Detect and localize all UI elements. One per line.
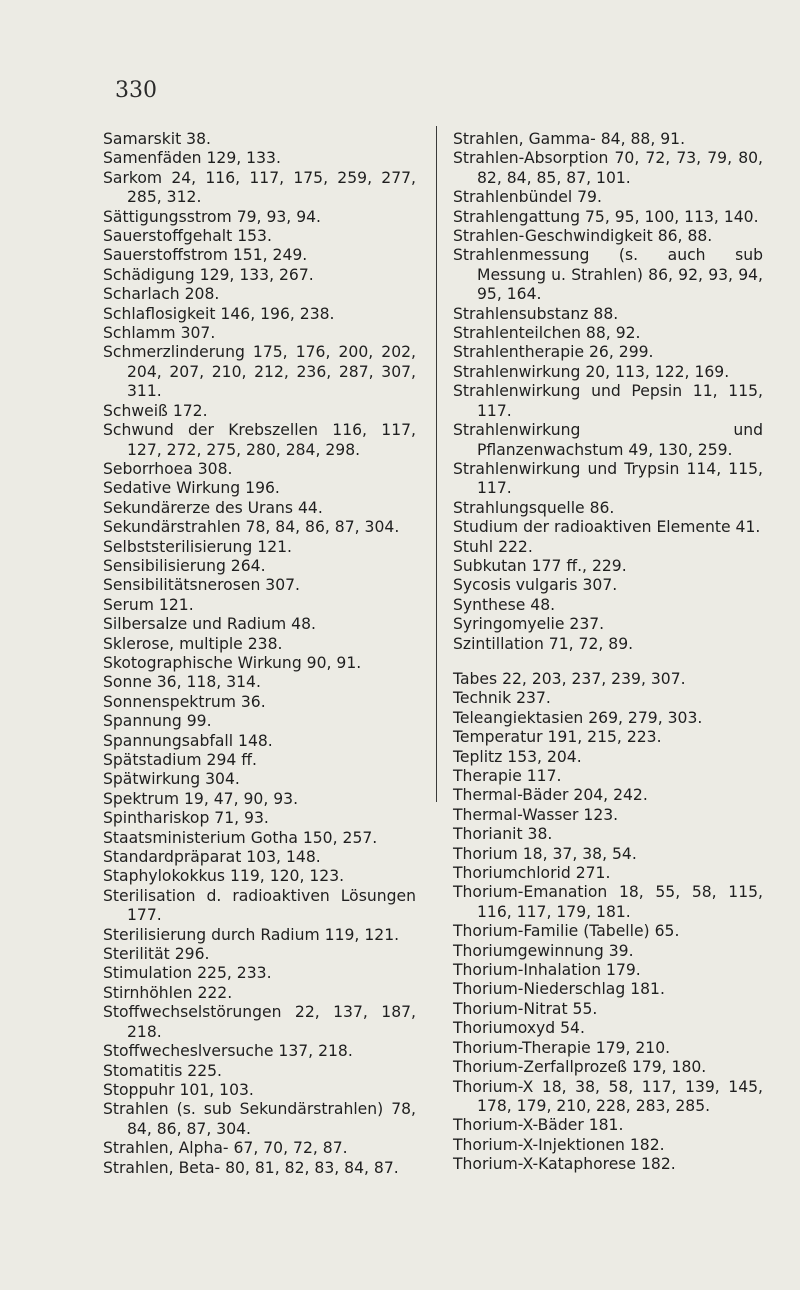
index-entry: Strahlungsquelle 86. (453, 498, 615, 517)
index-entry: Thorium-Niederschlag 181. (453, 980, 665, 999)
index-entry: Stimulation 225, 233. (103, 964, 272, 983)
index-entry: Sauerstoffstrom 151, 249. (103, 246, 308, 265)
index-entry: Thermal-Bäder 204, 242. (453, 786, 648, 805)
index-entry: Thorium-Familie (Tabelle) 65. (453, 922, 680, 941)
index-entry: Samarskit 38. (103, 130, 211, 148)
index-entry: Thorium 18, 37, 38, 54. (453, 844, 637, 863)
index-entry: Strahlen, Alpha- 67, 70, 72, 87. (103, 1139, 348, 1158)
index-entry: Sensibilisierung 264. (103, 556, 266, 575)
index-entry: Spätstadium 294 ff. (103, 751, 257, 769)
index-entry: Thoriumgewinnung 39. (453, 941, 634, 960)
index-entry: Thorium-Emanation 18, 55, 58, 115, 116, 117, 179, 181. (453, 883, 763, 921)
index-entry: Thoriumoxyd 54. (453, 1019, 585, 1038)
index-entry: Studium der radioaktiven Elemente 41. (453, 518, 761, 537)
index-entry: Silbersalze und Radium 48. (103, 615, 316, 634)
index-entry: Syringomyelie 237. (453, 615, 605, 634)
index-entry: Staphylokokkus 119, 120, 123. (103, 867, 345, 886)
index-entry: Thermal-Wasser 123. (453, 805, 619, 824)
index-entry: Stirnhöhlen 222. (103, 983, 233, 1002)
index-entry: Thorium-Nitrat 55. (453, 999, 598, 1018)
column-divider (436, 126, 437, 802)
index-entry: Thoriumchlorid 271. (453, 864, 611, 883)
index-entry: Subkutan 177 ff., 229. (453, 556, 627, 575)
index-entry: Strahlentherapie 26, 299. (453, 343, 654, 362)
index-entry: Strahlenwirkung und Trypsin 114, 115, 117. (453, 459, 763, 498)
index-entry: Thorium-Therapie 179, 210. (453, 1038, 671, 1057)
index-entry: Sensibilitätsnerosen 307. (103, 576, 301, 595)
index-entry: Stoppuhr 101, 103. (103, 1080, 254, 1099)
index-entry: Sekundärerze des Urans 44. (103, 498, 323, 517)
index-entry: Technik 237. (453, 689, 551, 708)
index-entry: Strahlen (s. sub Sekundärstrahlen) 78, 84, 86, 87, 304. (103, 1100, 416, 1138)
index-entry: Strahlen, Gamma- 84, 88, 91. (453, 130, 686, 148)
index-entry: Samenfäden 129, 133. (103, 149, 281, 168)
index-entry: Schmerzlinderung 175, 176, 200, 202, 204, 207, 210, 212, 236, 287, 307, 311. (103, 343, 416, 401)
index-entry: Strahlenbündel 79. (453, 188, 602, 207)
index-entry: Thorium-X 18, 38, 58, 117, 139, 145, 178, 179, 210, 228, 283, 285. (453, 1077, 763, 1115)
index-entry: Synthese 48. (453, 595, 556, 614)
index-entry: Sycosis vulgaris 307. (453, 576, 618, 595)
index-entry: Selbststerilisierung 121. (103, 537, 293, 556)
index-entry: Strahlen-Absorption 70, 72, 73, 79, 80, 82, 84, 85, 87, 101. (453, 149, 763, 187)
index-entry: Sonnenspektrum 36. (103, 692, 266, 711)
index-entry: Seborrhoea 308. (103, 459, 233, 478)
index-entry: Sarkom 24, 116, 117, 175, 259, 277, 285, 312. (103, 168, 416, 207)
index-column-right (453, 130, 763, 1175)
index-entry: Sterilisation d. radioaktiven Lösungen 177. (103, 886, 416, 925)
index-entry: Spinthariskop 71, 93. (103, 809, 269, 828)
index-entry: Schwund der Krebszellen 116, 117, 127, 272, 275, 280, 284, 298. (103, 421, 416, 459)
index-entry: Szintillation 71, 72, 89. (453, 634, 634, 653)
index-entry: Spektrum 19, 47, 90, 93. (103, 789, 299, 808)
index-entry: Teleangiektasien 269, 279, 303. (453, 708, 703, 727)
index-entry: Strahlensubstanz 88. (453, 304, 619, 323)
index-entry: Stuhl 222. (453, 537, 533, 556)
index-entry: Sonne 36, 118, 314. (103, 673, 261, 692)
index-entry: Sedative Wirkung 196. (103, 479, 280, 498)
index-entry: Staatsministerium Gotha 150, 257. (103, 828, 378, 847)
index-entry: Strahlenwirkung und Pepsin 11, 115, 117. (453, 382, 763, 420)
index-entry: Thorium-Inhalation 179. (453, 961, 641, 980)
index-entry: Sättigungsstrom 79, 93, 94. (103, 207, 322, 226)
index-entry: Strahlenmessung (s. auch sub Messung u. Strahlen) 86, 92, 93, 94, 95, 164. (453, 246, 763, 304)
index-entry: Therapie 117. (453, 767, 562, 785)
index-entry: Schweiß 172. (103, 401, 208, 420)
index-entry: Strahlen-Geschwindigkeit 86, 88. (453, 227, 713, 246)
index-entry: Thorium-X-Injektionen 182. (453, 1135, 665, 1154)
index-entry: Strahlenwirkung 20, 113, 122, 169. (453, 362, 730, 381)
index-entry: Thorium-Zerfallprozeß 179, 180. (453, 1058, 707, 1077)
index-entry: Standardpräparat 103, 148. (103, 848, 321, 867)
index-entry: Skotographische Wirkung 90, 91. (103, 653, 362, 672)
index-entry: Spannung 99. (103, 712, 212, 731)
index-entry: Schädigung 129, 133, 267. (103, 265, 314, 284)
index-entry: Serum 121. (103, 595, 194, 614)
index-entry: Sklerose, multiple 238. (103, 634, 283, 653)
index-entry: Scharlach 208. (103, 285, 220, 304)
index-entry: Stoffwecheslversuche 137, 218. (103, 1042, 353, 1061)
index-column-left (103, 130, 416, 1178)
index-entry: Stomatitis 225. (103, 1061, 222, 1080)
index-entry: Tabes 22, 203, 237, 239, 307. (453, 669, 686, 688)
index-entry: Thorium-X-Kataphorese 182. (453, 1155, 676, 1174)
index-entry: Temperatur 191, 215, 223. (453, 728, 662, 747)
index-entry: Strahlengattung 75, 95, 100, 113, 140. (453, 207, 759, 226)
index-entry: Strahlenteilchen 88, 92. (453, 324, 641, 343)
index-entry: Schlamm 307. (103, 324, 216, 343)
index-entry: Sauerstoffgehalt 153. (103, 227, 272, 246)
index-entry: Stoffwechselstörungen 22, 137, 187, 218. (103, 1003, 416, 1041)
index-entry: Spannungsabfall 148. (103, 731, 273, 750)
page-number: 330 (115, 78, 157, 103)
index-entry: Spätwirkung 304. (103, 770, 240, 789)
index-entry: Thorianit 38. (453, 825, 553, 844)
letter-section-gap (453, 654, 763, 670)
index-entry: Sterilität 296. (103, 945, 210, 964)
index-entry: Teplitz 153, 204. (453, 747, 582, 766)
index-entry: Strahlenwirkung und Pflanzenwachstum 49, 130, 259. (453, 421, 763, 459)
index-entry: Sterilisierung durch Radium 119, 121. (103, 925, 400, 944)
index-entry: Thorium-X-Bäder 181. (453, 1116, 624, 1135)
index-entry: Strahlen, Beta- 80, 81, 82, 83, 84, 87. (103, 1158, 399, 1177)
index-entry: Sekundärstrahlen 78, 84, 86, 87, 304. (103, 518, 400, 537)
index-entry: Schlaflosigkeit 146, 196, 238. (103, 304, 335, 323)
